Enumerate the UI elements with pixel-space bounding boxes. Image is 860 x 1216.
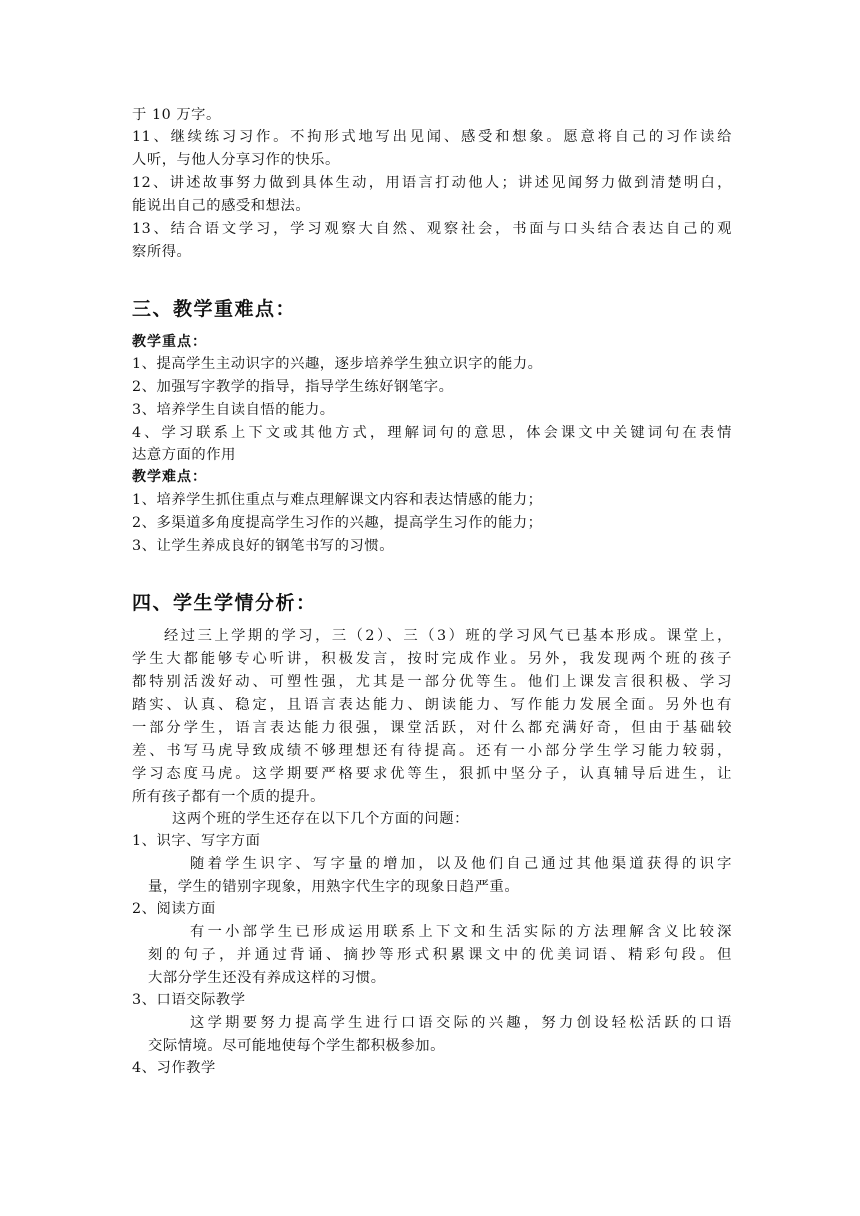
key-point-1: 1、提高学生主动识字的兴趣，逐步培养学生独立识字的能力。	[132, 356, 543, 372]
section-3-heading: 三、教学重难点：	[132, 298, 297, 320]
key-point-3: 3、培养学生自读自悟的能力。	[132, 402, 335, 418]
problem-2-line-3: 大部分学生还没有养成这样的习惯。	[148, 970, 386, 986]
problem-1-line-1: 随着学生识字、写字量的增加，以及他们自己通过其他渠道获得的识字	[190, 856, 732, 872]
analysis-para-line-6: 差、书写马虎导致成绩不够理想还有待提高。还有一小部分学生学习能力较弱，	[132, 743, 732, 759]
difficult-point-2: 2、多渠道多角度提高学生习作的兴趣，提高学生习作的能力；	[132, 515, 543, 531]
problem-1-title: 1、识字、写字方面	[132, 833, 261, 849]
problem-2-line-1: 有一小部学生已形成运用联系上下文和生活实际的方法理解含义比较深	[190, 924, 732, 940]
section-4-heading: 四、学生学情分析：	[132, 592, 317, 614]
analysis-para-line-4: 踏实、认真、稳定，且语言表达能力、朗读能力、写作能力发展全面。另外也有	[132, 697, 732, 713]
analysis-para-line-2: 学生大都能够专心听讲，积极发言，按时完成作业。另外，我发现两个班的孩子	[132, 651, 732, 667]
problem-1-line-2: 量，学生的错别字现象，用熟字代生字的现象日趋严重。	[148, 879, 520, 895]
problems-intro: 这两个班的学生还存在以下几个方面的问题：	[172, 811, 469, 827]
analysis-para-line-3: 都特别活泼好动、可塑性强，尤其是一部分优等生。他们上课发言很积极、学习	[132, 674, 732, 690]
key-point-4-line-2: 达意方面的作用	[132, 447, 236, 463]
difficult-point-3: 3、让学生养成良好的钢笔书写的习惯。	[132, 538, 395, 554]
objective-13-line-2: 察所得。	[132, 244, 192, 260]
key-point-2: 2、加强写字教学的指导，指导学生练好钢笔字。	[132, 379, 454, 395]
objective-13-line-1: 13、结合语文学习，学习观察大自然、观察社会，书面与口头结合表达自己的观	[132, 221, 732, 237]
analysis-para-line-5: 一部分学生，语言表达能力很强，课堂活跃，对什么都充满好奇，但由于基础较	[132, 720, 732, 736]
objective-12-line-1: 12、讲述故事努力做到具体生动，用语言打动他人；讲述见闻努力做到清楚明白，	[132, 175, 732, 191]
analysis-para-line-8: 所有孩子都有一个质的提升。	[132, 789, 326, 805]
problem-3-line-1: 这学期要努力提高学生进行口语交际的兴趣，努力创设轻松活跃的口语	[190, 1015, 732, 1031]
difficult-point-1: 1、培养学生抓住重点与难点理解课文内容和表达情感的能力；	[132, 492, 543, 508]
objective-11-line-2: 人听，与他人分享习作的快乐。	[132, 152, 340, 168]
key-points-title: 教学重点：	[132, 334, 207, 350]
objective-12-line-2: 能说出自己的感受和想法。	[132, 198, 311, 214]
analysis-para-line-7: 学习态度马虎。这学期要严格要求优等生，狠抓中坚分子，认真辅导后进生，让	[132, 766, 732, 782]
problem-3-title: 3、口语交际教学	[132, 992, 246, 1008]
problem-3-line-2: 交际情境。尽可能地使每个学生都积极参加。	[148, 1038, 445, 1054]
continuation-line: 于 10 万字。	[132, 107, 221, 123]
problem-2-line-2: 刻的句子，并通过背诵、摘抄等形式积累课文中的优美词语、精彩句段。但	[148, 947, 732, 963]
analysis-para-line-1: 经过三上学期的学习，三（2）、三（3）班的学习风气已基本形成。课堂上，	[164, 628, 732, 644]
key-point-4-line-1: 4、学习联系上下文或其他方式，理解词句的意思，体会课文中关键词句在表情	[132, 425, 732, 441]
difficult-points-title: 教学难点：	[132, 469, 207, 485]
problem-2-title: 2、阅读方面	[132, 901, 216, 917]
objective-11-line-1: 11、继续练习习作。不拘形式地写出见闻、感受和想象。愿意将自己的习作读给	[132, 129, 732, 145]
problem-4-title: 4、习作教学	[132, 1060, 216, 1076]
